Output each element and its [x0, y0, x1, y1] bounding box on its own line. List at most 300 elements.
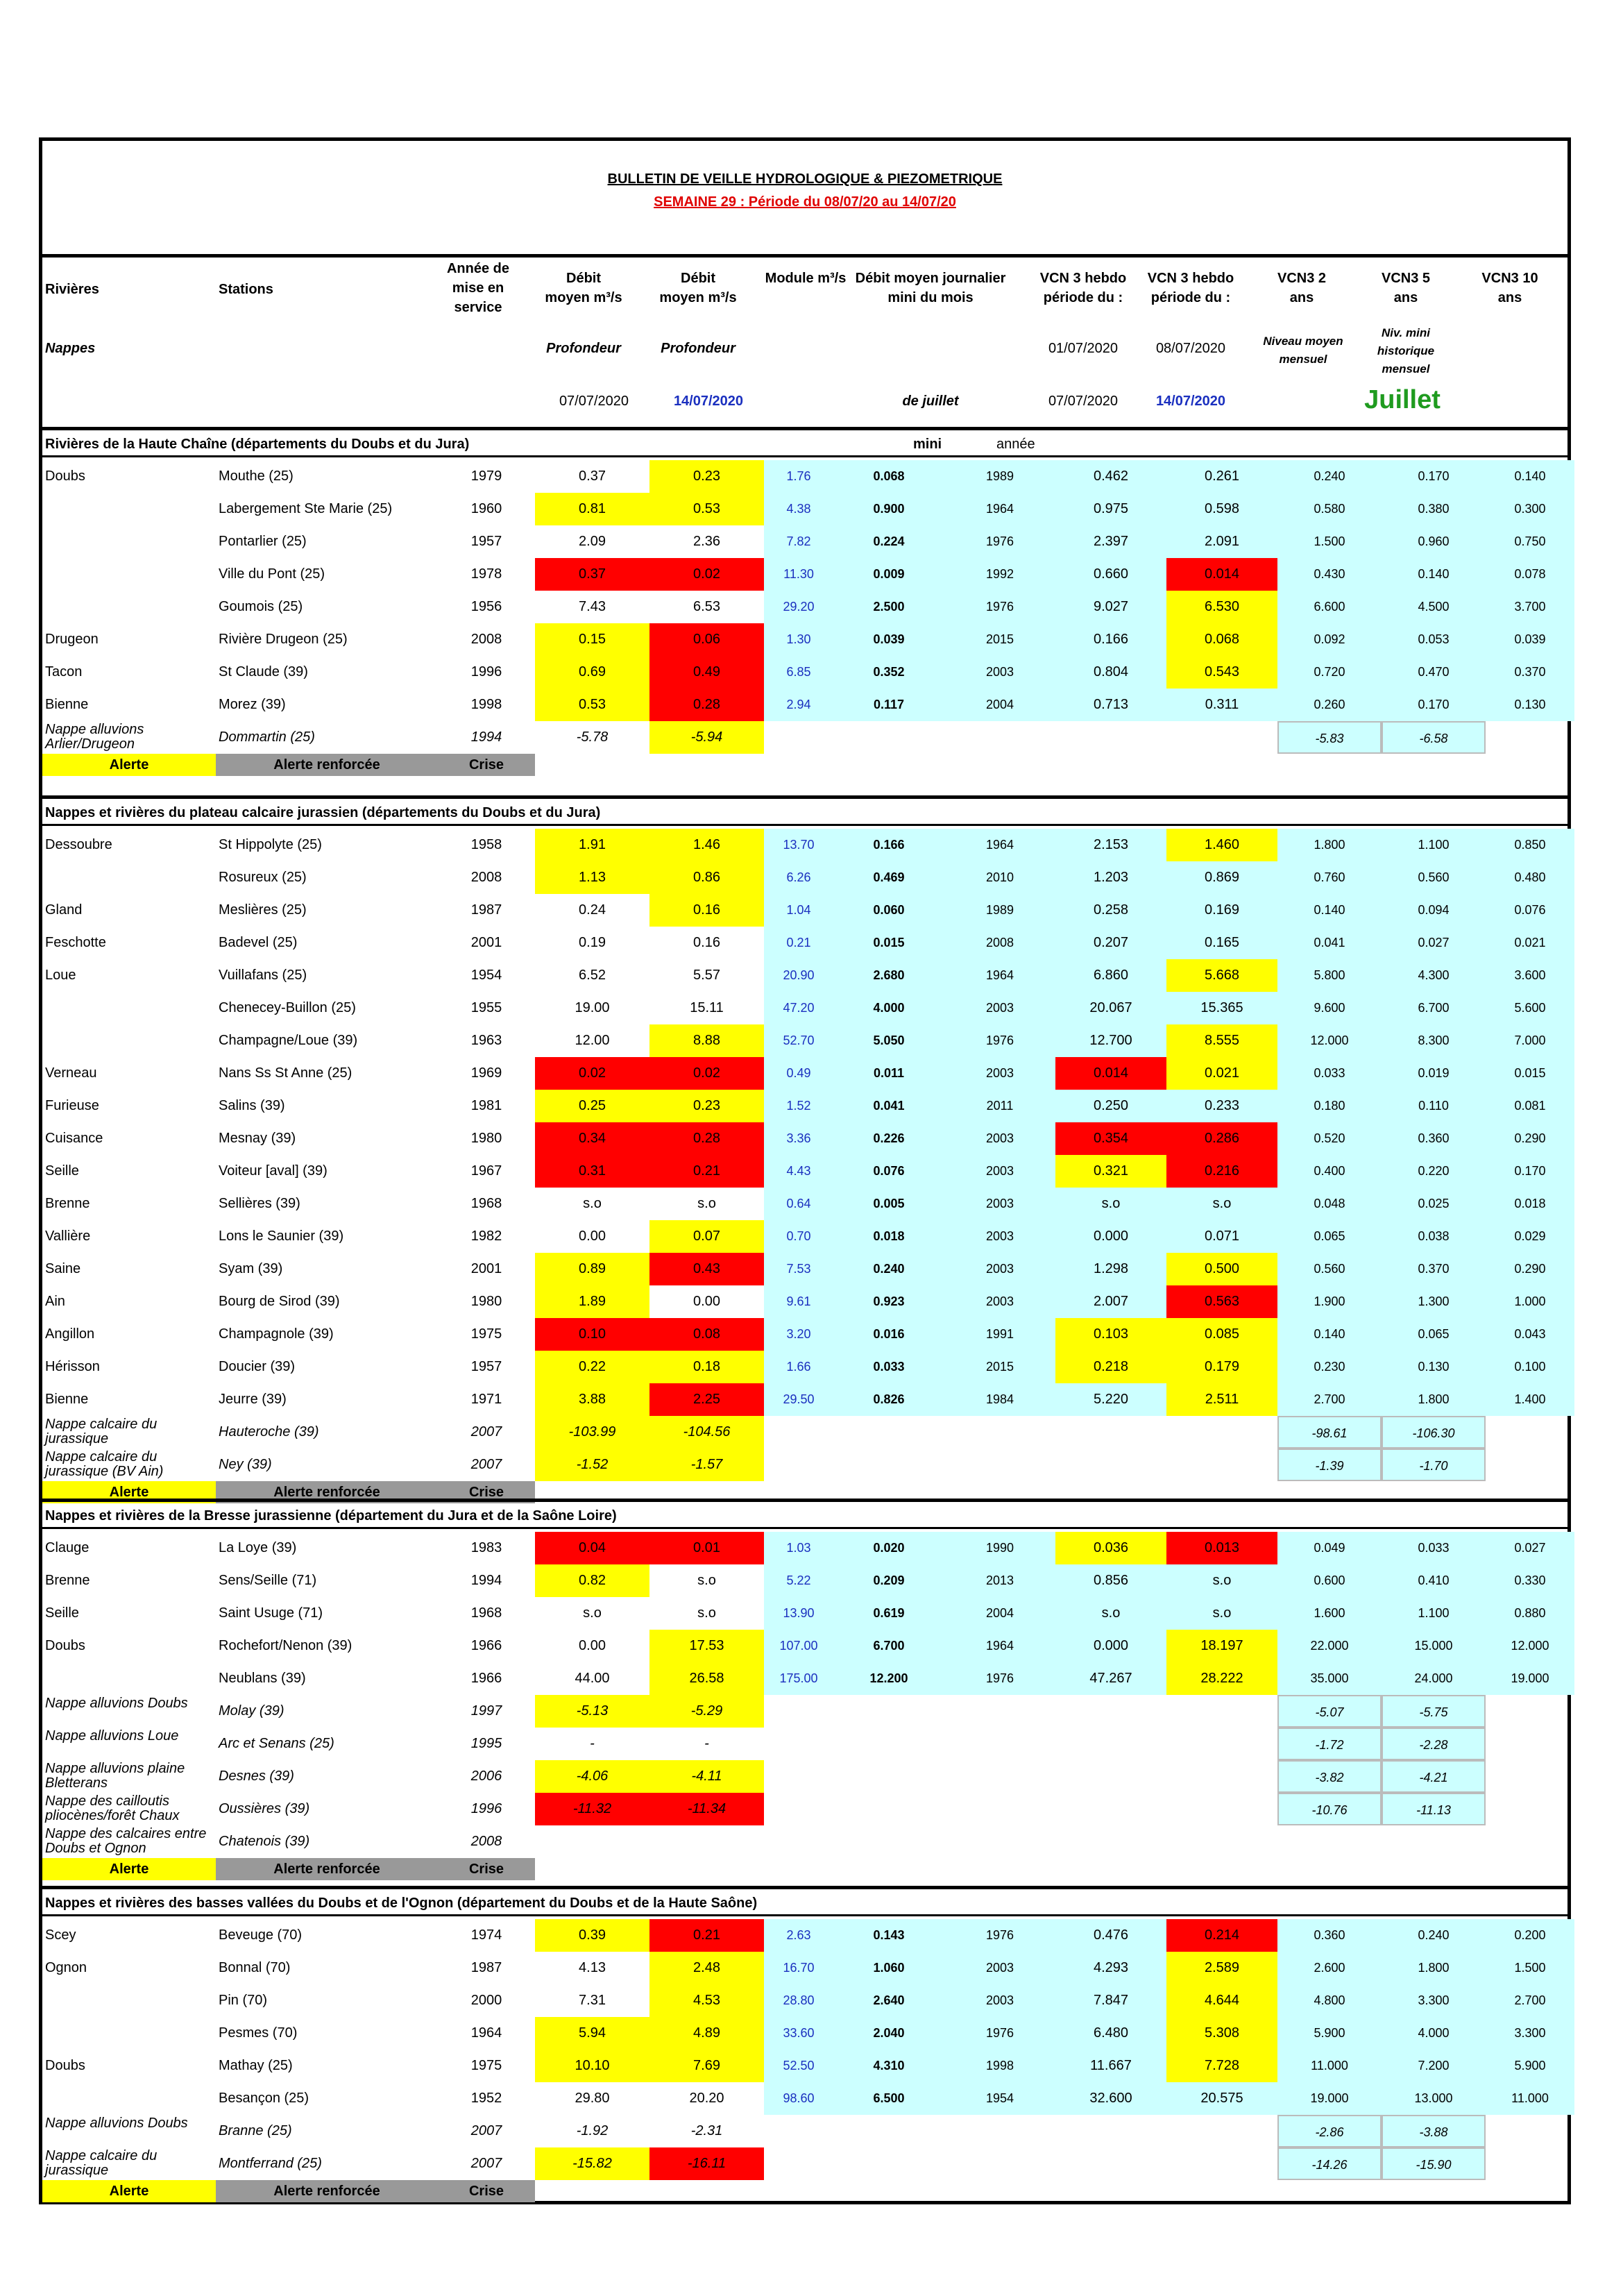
river-name	[42, 1024, 216, 1057]
mini-mois: 0.041	[833, 1090, 944, 1122]
vcn3-2ans: 5.800	[1277, 959, 1382, 992]
mini-mois: 0.018	[833, 1220, 944, 1253]
vcn3-5ans: 0.110	[1382, 1090, 1486, 1122]
mini-mois: 0.005	[833, 1188, 944, 1220]
river-name: Doubs	[45, 2058, 85, 2073]
river-name: Brenne	[45, 1573, 90, 1588]
nappe-name: Nappe calcaire du jurassique	[45, 2148, 158, 2178]
station-name: Champagne/Loue (39)	[219, 1033, 358, 1048]
vcn3-10ans: 5.900	[1486, 2050, 1574, 2082]
mini-annee: 2003	[944, 1122, 1055, 1155]
station-name: Rochefort/Nenon (39)	[219, 1638, 352, 1653]
table-row	[42, 1662, 1567, 1695]
debit-2: 0.23	[649, 460, 764, 493]
vcn3-2ans: 4.800	[1277, 1984, 1382, 2017]
vcn-2: 0.500	[1166, 1253, 1277, 1285]
debit-2: 5.57	[693, 968, 720, 983]
year: 1966	[470, 1671, 502, 1686]
vcn3-10ans: 2.700	[1486, 1984, 1574, 2017]
vcn3-5ans: 0.094	[1382, 894, 1486, 927]
depth-2: -2.31	[690, 2123, 723, 2138]
table-row	[42, 894, 1567, 927]
niveau-moyen: -1.39	[1277, 1449, 1382, 1481]
vcn3-2ans: 9.600	[1277, 992, 1382, 1024]
debit-1: 44.00	[575, 1671, 610, 1686]
debit-2: 15.11	[690, 1000, 724, 1015]
niv-mini: -3.88	[1382, 2115, 1486, 2147]
vcn-2: 0.068	[1166, 623, 1277, 656]
nappe-row	[42, 1416, 1567, 1449]
header-niv-mini: Niv. mini historique mensuel	[1377, 326, 1435, 375]
vcn-1: 12.700	[1055, 1024, 1166, 1057]
river-name: Tacon	[45, 664, 83, 679]
vcn-2: 15.365	[1166, 992, 1277, 1024]
niveau-moyen: -98.61	[1277, 1416, 1382, 1449]
vcn-1: 6.480	[1055, 2017, 1166, 2050]
year: 2008	[470, 632, 502, 647]
vcn3-5ans: 0.130	[1382, 1351, 1486, 1383]
vcn3-5ans: 1.100	[1382, 829, 1486, 861]
station-name: Bonnal (70)	[219, 1960, 291, 1975]
table-row	[42, 1220, 1567, 1253]
debit-1: 0.04	[535, 1532, 649, 1564]
vcn3-5ans: 0.960	[1382, 525, 1486, 558]
title-block	[42, 141, 1567, 258]
nappe-name: Nappe des calcaires entre Doubs et Ognon	[45, 1826, 207, 1856]
vcn3-10ans: 3.700	[1486, 591, 1574, 623]
table-row	[42, 1383, 1567, 1416]
table-row	[42, 1564, 1567, 1597]
debit-1: 0.15	[535, 623, 649, 656]
mini-mois: 0.900	[833, 493, 944, 525]
vcn-2: s.o	[1166, 1188, 1277, 1220]
vcn3-2ans: 0.048	[1277, 1188, 1382, 1220]
table-row	[42, 927, 1567, 959]
niveau-moyen: -5.83	[1277, 721, 1382, 754]
station-name: Saint Usuge (71)	[219, 1605, 323, 1621]
vcn-1: 0.000	[1055, 1220, 1166, 1253]
year: 1997	[470, 1703, 502, 1719]
debit-1: s.o	[583, 1605, 602, 1621]
vcn3-10ans: 0.300	[1486, 493, 1574, 525]
vcn3-10ans: 0.018	[1486, 1188, 1574, 1220]
vcn-1: 0.014	[1055, 1057, 1166, 1090]
nappe-name: Nappe alluvions Arlier/Drugeon	[45, 722, 144, 752]
vcn3-10ans: 0.027	[1486, 1532, 1574, 1564]
nappe-name: Nappe alluvions Doubs	[45, 1696, 188, 1711]
river-name: Feschotte	[45, 935, 106, 950]
table-row	[42, 829, 1567, 861]
year: 1958	[470, 837, 502, 852]
table-row	[42, 1984, 1567, 2017]
year: 1983	[470, 1540, 502, 1555]
legend-renforcee: Alerte renforcée	[216, 1481, 438, 1503]
river-name: Seille	[45, 1163, 79, 1179]
module: 13.90	[764, 1597, 833, 1630]
debit-2: 0.43	[649, 1253, 764, 1285]
station-name: Morez (39)	[219, 697, 286, 712]
vcn-2: 0.214	[1166, 1919, 1277, 1952]
year: 1955	[470, 1000, 502, 1015]
vcn3-5ans: 0.470	[1382, 656, 1486, 689]
vcn-2: 1.460	[1166, 829, 1277, 861]
vcn3-10ans: 3.300	[1486, 2017, 1574, 2050]
debit-1: 0.31	[535, 1155, 649, 1188]
debit-1: 10.10	[535, 2050, 649, 2082]
nappe-name: Nappe alluvions Loue	[45, 1728, 179, 1744]
debit-2: 0.16	[693, 935, 720, 950]
vcn3-10ans: 0.170	[1486, 1155, 1574, 1188]
year: 1963	[470, 1033, 502, 1048]
mini-annee: 2003	[944, 1285, 1055, 1318]
mini-mois: 0.117	[833, 689, 944, 721]
section-title: Nappes et rivières des basses vallées du Doubs et de l'Ognon (département du Doubs et de la Haute Saône)	[45, 1896, 758, 1911]
debit-2: s.o	[697, 1605, 716, 1621]
debit-1: 0.69	[535, 656, 649, 689]
legend-bar	[42, 2180, 528, 2202]
depth-1: -15.82	[535, 2147, 649, 2180]
header-date-2: 14/07/2020	[673, 394, 744, 409]
header-date-1: 07/07/2020	[559, 394, 629, 409]
mini-annee: 1976	[944, 2017, 1055, 2050]
vcn-1: 2.153	[1055, 829, 1166, 861]
year: 1964	[470, 2025, 502, 2041]
vcn-2: 0.869	[1166, 861, 1277, 894]
year: 1995	[470, 1736, 502, 1751]
mini-mois: 0.015	[833, 927, 944, 959]
debit-1: 0.37	[535, 558, 649, 591]
station-name: Sellières (39)	[219, 1196, 300, 1211]
year: 1969	[470, 1065, 502, 1081]
module: 0.21	[764, 927, 833, 959]
mini-mois: 0.209	[833, 1564, 944, 1597]
table-row	[42, 1952, 1567, 1984]
mini-annee: 1964	[944, 493, 1055, 525]
column-headers	[42, 258, 1567, 427]
mini-mois: 5.050	[833, 1024, 944, 1057]
vcn3-2ans: 11.000	[1277, 2050, 1382, 2082]
vcn3-10ans: 0.081	[1486, 1090, 1574, 1122]
year: 1954	[470, 968, 502, 983]
year: 2008	[470, 1834, 502, 1849]
river-name: Hérisson	[45, 1359, 100, 1374]
mini-mois: 0.020	[833, 1532, 944, 1564]
nappe-row	[42, 2115, 1567, 2147]
river-name: Bienne	[45, 697, 89, 712]
nappe-row	[42, 2147, 1567, 2180]
depth-1: -4.06	[535, 1760, 649, 1793]
vcn3-2ans: 1.600	[1277, 1597, 1382, 1630]
station-name: Arc et Senans (25)	[219, 1736, 334, 1751]
station-name: Vuillafans (25)	[219, 968, 307, 983]
table-row	[42, 1024, 1567, 1057]
station-name: Ville du Pont (25)	[219, 566, 325, 582]
vcn3-5ans: 1.800	[1382, 1952, 1486, 1984]
mini-mois: 2.040	[833, 2017, 944, 2050]
mini-annee: 1992	[944, 558, 1055, 591]
legend-renforcee: Alerte renforcée	[216, 2180, 438, 2202]
vcn3-5ans: 0.053	[1382, 623, 1486, 656]
vcn3-5ans: 0.027	[1382, 927, 1486, 959]
river-name: Bienne	[45, 1392, 89, 1407]
header-vcn3-5ans: VCN3 5 ans	[1381, 271, 1431, 305]
section-header	[42, 795, 1567, 826]
module: 1.66	[764, 1351, 833, 1383]
year: 1996	[470, 1801, 502, 1816]
debit-1: 0.34	[535, 1122, 649, 1155]
mini-annee: 1954	[944, 2082, 1055, 2115]
module: 13.70	[764, 829, 833, 861]
vcn3-10ans: 0.140	[1486, 460, 1574, 493]
vcn3-10ans: 3.600	[1486, 959, 1574, 992]
depth-2: -11.34	[649, 1793, 764, 1825]
debit-2: s.o	[697, 1196, 716, 1211]
depth-1: -1.52	[535, 1449, 649, 1481]
header-de-juillet: de juillet	[902, 394, 959, 409]
nappe-row	[42, 1449, 1567, 1481]
depth-2: -5.94	[649, 721, 764, 754]
module: 47.20	[764, 992, 833, 1024]
vcn3-2ans: 0.520	[1277, 1122, 1382, 1155]
debit-2: s.o	[697, 1573, 716, 1588]
year: 1979	[470, 469, 502, 484]
debit-1: 6.52	[579, 968, 606, 983]
vcn-1: 1.298	[1055, 1253, 1166, 1285]
year: 1987	[470, 1960, 502, 1975]
module: 1.03	[764, 1532, 833, 1564]
mini-mois: 0.226	[833, 1122, 944, 1155]
debit-2: 0.02	[649, 558, 764, 591]
vcn-2: 0.216	[1166, 1155, 1277, 1188]
river-name: Furieuse	[45, 1098, 99, 1113]
debit-1: 19.00	[575, 1000, 610, 1015]
table-row	[42, 689, 1567, 721]
header-vcn-to-1: 07/07/2020	[1048, 394, 1119, 409]
module: 6.26	[764, 861, 833, 894]
vcn-1: 32.600	[1055, 2082, 1166, 2115]
debit-1: 2.09	[579, 534, 606, 549]
mini-mois: 0.240	[833, 1253, 944, 1285]
module: 2.63	[764, 1919, 833, 1952]
vcn-2: 0.286	[1166, 1122, 1277, 1155]
mini-mois: 0.016	[833, 1318, 944, 1351]
river-name: Scey	[45, 1927, 76, 1943]
section-header	[42, 1886, 1567, 1916]
vcn3-10ans: 0.290	[1486, 1253, 1574, 1285]
river-name: Angillon	[45, 1326, 95, 1342]
vcn3-2ans: 0.180	[1277, 1090, 1382, 1122]
vcn3-10ans: 0.100	[1486, 1351, 1574, 1383]
vcn3-5ans: 4.500	[1382, 591, 1486, 623]
vcn-2: 0.598	[1166, 493, 1277, 525]
vcn-1: 6.860	[1055, 959, 1166, 992]
niveau-moyen: -5.07	[1277, 1695, 1382, 1728]
vcn3-10ans: 0.200	[1486, 1919, 1574, 1952]
debit-2: 2.48	[649, 1952, 764, 1984]
vcn-1: s.o	[1055, 1188, 1166, 1220]
table-row	[42, 1597, 1567, 1630]
station-name: Syam (39)	[219, 1261, 283, 1276]
mini-mois: 0.009	[833, 558, 944, 591]
vcn3-2ans: 12.000	[1277, 1024, 1382, 1057]
vcn-1: 0.103	[1055, 1318, 1166, 1351]
module: 6.85	[764, 656, 833, 689]
vcn-1: 0.660	[1055, 558, 1166, 591]
vcn3-5ans: 0.360	[1382, 1122, 1486, 1155]
year: 1968	[470, 1196, 502, 1211]
mini-annee: 2003	[944, 1188, 1055, 1220]
niveau-moyen: -1.72	[1277, 1728, 1382, 1760]
debit-1: 0.00	[579, 1638, 606, 1653]
station-name: Neublans (39)	[219, 1671, 306, 1686]
river-name: Dessoubre	[45, 837, 112, 852]
legend-bar	[42, 1858, 528, 1880]
niv-mini: -4.21	[1382, 1760, 1486, 1793]
mini-annee: 1989	[944, 460, 1055, 493]
vcn-1: 0.856	[1055, 1564, 1166, 1597]
legend-alerte: Alerte	[42, 1858, 216, 1880]
header-profondeur-2: Profondeur	[661, 341, 736, 356]
station-name: Ney (39)	[219, 1457, 272, 1472]
header-niveau-moyen: Niveau moyen mensuel	[1263, 335, 1343, 366]
depth-2: -5.29	[649, 1695, 764, 1728]
vcn3-2ans: 1.500	[1277, 525, 1382, 558]
station-name: Labergement Ste Marie (25)	[219, 501, 393, 516]
debit-2: 7.69	[649, 2050, 764, 2082]
vcn-2: 20.575	[1166, 2082, 1277, 2115]
module: 29.20	[764, 591, 833, 623]
table-row	[42, 558, 1567, 591]
mini-mois: 2.680	[833, 959, 944, 992]
nappe-row	[42, 721, 1567, 754]
vcn-1: 0.250	[1055, 1090, 1166, 1122]
station-name: Beveuge (70)	[219, 1927, 303, 1943]
vcn3-5ans: 0.560	[1382, 861, 1486, 894]
module: 52.70	[764, 1024, 833, 1057]
vcn3-5ans: 1.800	[1382, 1383, 1486, 1416]
module: 11.30	[764, 558, 833, 591]
header-debit-1: Débit moyen m³/s	[545, 271, 622, 305]
depth-2: -1.57	[649, 1449, 764, 1481]
module: 33.60	[764, 2017, 833, 2050]
river-name: Brenne	[45, 1196, 90, 1211]
vcn3-2ans: 1.900	[1277, 1285, 1382, 1318]
vcn-1: 0.000	[1055, 1630, 1166, 1662]
vcn3-5ans: 0.380	[1382, 493, 1486, 525]
vcn3-2ans: 0.430	[1277, 558, 1382, 591]
header-vcn3-10ans: VCN3 10 ans	[1481, 271, 1538, 305]
mini-annee: 2003	[944, 1952, 1055, 1984]
debit-2: 2.36	[693, 534, 720, 549]
nappe-name: Nappe des cailloutis pliocènes/forêt Chaux	[45, 1793, 180, 1823]
table-row	[42, 1532, 1567, 1564]
table-row	[42, 1285, 1567, 1318]
niv-mini: -2.28	[1382, 1728, 1486, 1760]
vcn-1: 0.713	[1055, 689, 1166, 721]
station-name: Molay (39)	[219, 1703, 284, 1719]
table-row	[42, 992, 1567, 1024]
vcn3-2ans: 5.900	[1277, 2017, 1382, 2050]
station-name: Sens/Seille (71)	[219, 1573, 317, 1588]
vcn3-10ans: 0.880	[1486, 1597, 1574, 1630]
depth-1: -1.92	[576, 2123, 609, 2138]
debit-2: 0.16	[649, 894, 764, 927]
table-row	[42, 1122, 1567, 1155]
vcn-1: 0.207	[1055, 927, 1166, 959]
vcn-2: s.o	[1166, 1564, 1277, 1597]
year: 2007	[470, 1424, 502, 1440]
vcn3-5ans: 0.170	[1382, 460, 1486, 493]
debit-1: 29.80	[575, 2091, 610, 2106]
debit-2: 0.28	[649, 1122, 764, 1155]
debit-1: 0.89	[535, 1253, 649, 1285]
vcn3-5ans: 0.140	[1382, 558, 1486, 591]
vcn-2: s.o	[1166, 1597, 1277, 1630]
station-name: Hauteroche (39)	[219, 1424, 319, 1440]
vcn3-2ans: 0.049	[1277, 1532, 1382, 1564]
debit-2: 0.23	[649, 1090, 764, 1122]
debit-1: 7.43	[579, 599, 606, 614]
debit-2: 0.18	[649, 1351, 764, 1383]
debit-2: 0.02	[649, 1057, 764, 1090]
mini-mois: 0.039	[833, 623, 944, 656]
debit-2: 0.06	[649, 623, 764, 656]
depth-2: -104.56	[649, 1416, 764, 1449]
mini-mois: 0.068	[833, 460, 944, 493]
vcn3-5ans: 0.410	[1382, 1564, 1486, 1597]
vcn3-10ans: 0.370	[1486, 656, 1574, 689]
vcn-2: 0.165	[1166, 927, 1277, 959]
station-name: Dommartin (25)	[219, 729, 315, 745]
legend-crise: Crise	[438, 2180, 535, 2202]
nappe-row	[42, 1728, 1567, 1760]
section-header	[42, 427, 1567, 457]
vcn3-5ans: 15.000	[1382, 1630, 1486, 1662]
module: 0.49	[764, 1057, 833, 1090]
river-name	[42, 2082, 216, 2115]
header-nappes: Nappes	[45, 341, 96, 356]
vcn-2: 6.530	[1166, 591, 1277, 623]
mini-annee: 1989	[944, 894, 1055, 927]
table-row	[42, 1057, 1567, 1090]
station-name: Pesmes (70)	[219, 2025, 298, 2041]
mini-annee: 1991	[944, 1318, 1055, 1351]
table-row	[42, 1630, 1567, 1662]
year: 1996	[470, 664, 502, 679]
vcn3-10ans: 0.029	[1486, 1220, 1574, 1253]
annee-label: année	[996, 437, 1035, 452]
vcn3-2ans: 0.360	[1277, 1919, 1382, 1952]
table-row	[42, 1188, 1567, 1220]
debit-2: 17.53	[649, 1630, 764, 1662]
vcn-2: 5.668	[1166, 959, 1277, 992]
vcn-2: 0.311	[1166, 689, 1277, 721]
debit-1: 0.22	[535, 1351, 649, 1383]
river-name: Cuisance	[45, 1131, 103, 1146]
table-row	[42, 1318, 1567, 1351]
debit-1: 0.53	[535, 689, 649, 721]
debit-2: 4.53	[649, 1984, 764, 2017]
mini-annee: 2008	[944, 927, 1055, 959]
mini-annee: 1998	[944, 2050, 1055, 2082]
depth-2	[649, 1825, 764, 1858]
mini-mois: 0.033	[833, 1351, 944, 1383]
vcn3-2ans: 0.400	[1277, 1155, 1382, 1188]
vcn-2: 0.233	[1166, 1090, 1277, 1122]
header-rivieres: Rivières	[45, 282, 99, 297]
vcn3-2ans: 0.720	[1277, 656, 1382, 689]
module: 16.70	[764, 1952, 833, 1984]
